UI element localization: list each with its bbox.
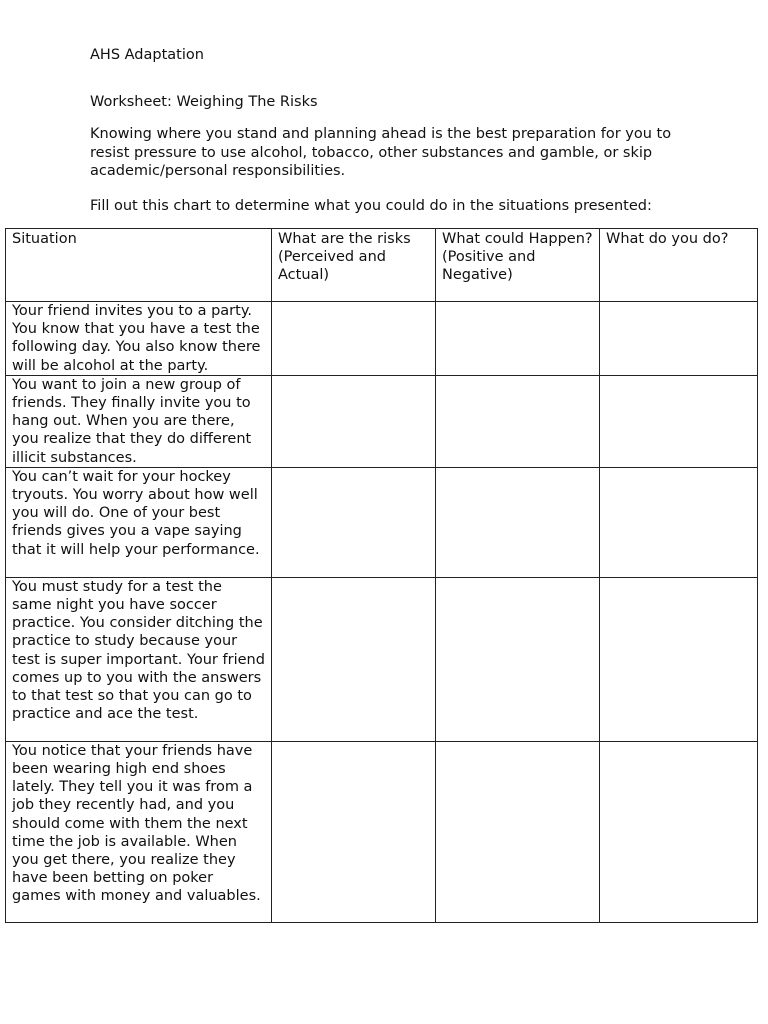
could-happen-cell[interactable] bbox=[436, 302, 600, 376]
document-heading: AHS Adaptation bbox=[90, 47, 204, 63]
header-situation: Situation bbox=[6, 229, 272, 302]
header-risks: What are the risks (Perceived and Actual) bbox=[272, 229, 436, 302]
table-row bbox=[6, 741, 758, 922]
situation-cell: You notice that your friends have been wearing high end shoes lately. They tell you it was from a job they recently had, and you should come with them the next time the job is available. When you get there, you realize they have been betting on poker games with money and valuables. bbox=[6, 741, 272, 922]
header-what-do-you-do: What do you do? bbox=[600, 229, 758, 302]
what-do-you-do-cell[interactable] bbox=[600, 302, 758, 376]
what-do-you-do-cell[interactable] bbox=[600, 741, 758, 922]
risks-cell[interactable] bbox=[272, 577, 436, 741]
header-could-happen: What could Happen? (Positive and Negative) bbox=[436, 229, 600, 302]
worksheet-title: Worksheet: Weighing The Risks bbox=[90, 94, 318, 110]
table-row bbox=[6, 577, 758, 741]
situation-cell: You want to join a new group of friends. They finally invite you to hang out. When you are there, you realize that they do different illicit substances. bbox=[6, 375, 272, 467]
risks-cell[interactable] bbox=[272, 375, 436, 467]
risk-worksheet-table bbox=[5, 228, 758, 923]
risks-cell[interactable] bbox=[272, 741, 436, 922]
risks-cell[interactable] bbox=[272, 302, 436, 376]
could-happen-cell[interactable] bbox=[436, 467, 600, 577]
what-do-you-do-cell[interactable] bbox=[600, 375, 758, 467]
table-row bbox=[6, 375, 758, 467]
what-do-you-do-cell[interactable] bbox=[600, 577, 758, 741]
could-happen-cell[interactable] bbox=[436, 577, 600, 741]
table-row bbox=[6, 302, 758, 376]
risks-cell[interactable] bbox=[272, 467, 436, 577]
table-header-row bbox=[6, 229, 758, 302]
could-happen-cell[interactable] bbox=[436, 741, 600, 922]
what-do-you-do-cell[interactable] bbox=[600, 467, 758, 577]
situation-cell: You must study for a test the same night you have soccer practice. You consider ditching the practice to study because your test is super important. Your friend comes up to you with the answers to that test so that you can go to practice and ace the test. bbox=[6, 577, 272, 741]
instruction-paragraph: Fill out this chart to determine what you could do in the situations presented: bbox=[90, 198, 652, 214]
intro-paragraph: Knowing where you stand and planning ahead is the best preparation for you to resist pressure to use alcohol, tobacco, other substances and gamble, or skip academic/personal responsibilities. bbox=[90, 126, 672, 179]
situation-cell: Your friend invites you to a party. You know that you have a test the following day. You also know there will be alcohol at the party. bbox=[6, 302, 272, 376]
table-row bbox=[6, 467, 758, 577]
situation-cell: You can’t wait for your hockey tryouts. You worry about how well you will do. One of your best friends gives you a vape saying that it will help your performance. bbox=[6, 467, 272, 577]
could-happen-cell[interactable] bbox=[436, 375, 600, 467]
